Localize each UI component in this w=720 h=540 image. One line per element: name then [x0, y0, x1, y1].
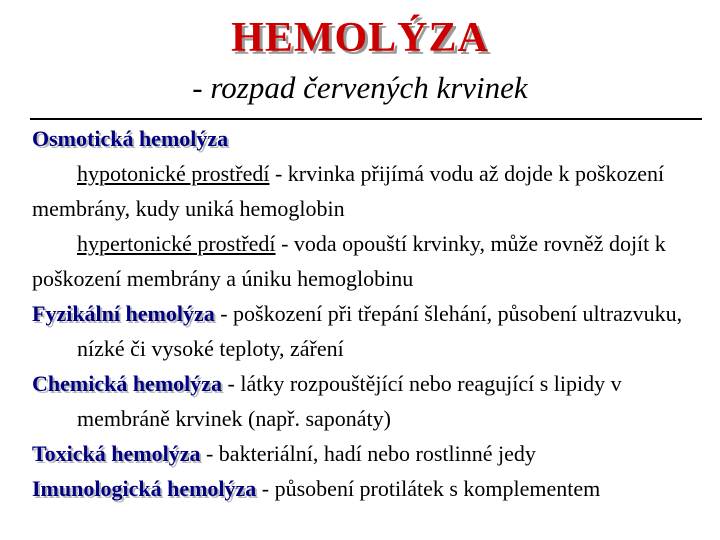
immuno-text: - působení protilátek s komplementem — [256, 476, 601, 501]
toxic-text: - bakteriální, hadí nebo rostlinné jedy — [200, 441, 536, 466]
hypertonic-term: hypertonické prostředí — [77, 231, 276, 256]
toxic-item — [32, 436, 704, 471]
toxic-term: Toxická hemolýza — [32, 441, 201, 466]
immuno-item — [32, 471, 704, 506]
physical-text: - poškození při třepání šlehání, působení ultrazvuku, nízké či vysoké teploty, záření — [77, 301, 683, 361]
slide-subtitle: - rozpad červených krvinek — [192, 70, 528, 105]
slide-content — [32, 121, 704, 506]
physical-term: Fyzikální hemolýza — [32, 301, 215, 326]
hypotonic-item — [32, 156, 704, 226]
immuno-term: Imunologická hemolýza — [32, 476, 257, 501]
slide-title: HEMOLÝZA — [231, 15, 489, 61]
osmotic-term: Osmotická hemolýza — [32, 126, 229, 151]
physical-item — [32, 296, 704, 366]
hypotonic-text: - krvinka přijímá vodu až dojde k poškození membrány, kudy uniká hemoglobin — [32, 161, 665, 221]
osmotic-heading — [32, 121, 704, 156]
hypertonic-text: - voda opouští krvinky, může rovněž dojít k poškození membrány a úniku hemoglobinu — [32, 231, 666, 291]
title-divider — [30, 118, 702, 120]
hypotonic-term: hypotonické prostředí — [77, 161, 270, 186]
chemical-term: Chemická hemolýza — [32, 371, 223, 396]
chemical-text: - látky rozpouštějící nebo reagující s lipidy v membráně krvinek (např. saponáty) — [77, 371, 622, 431]
chemical-item — [32, 366, 704, 436]
hypertonic-item — [32, 226, 704, 296]
